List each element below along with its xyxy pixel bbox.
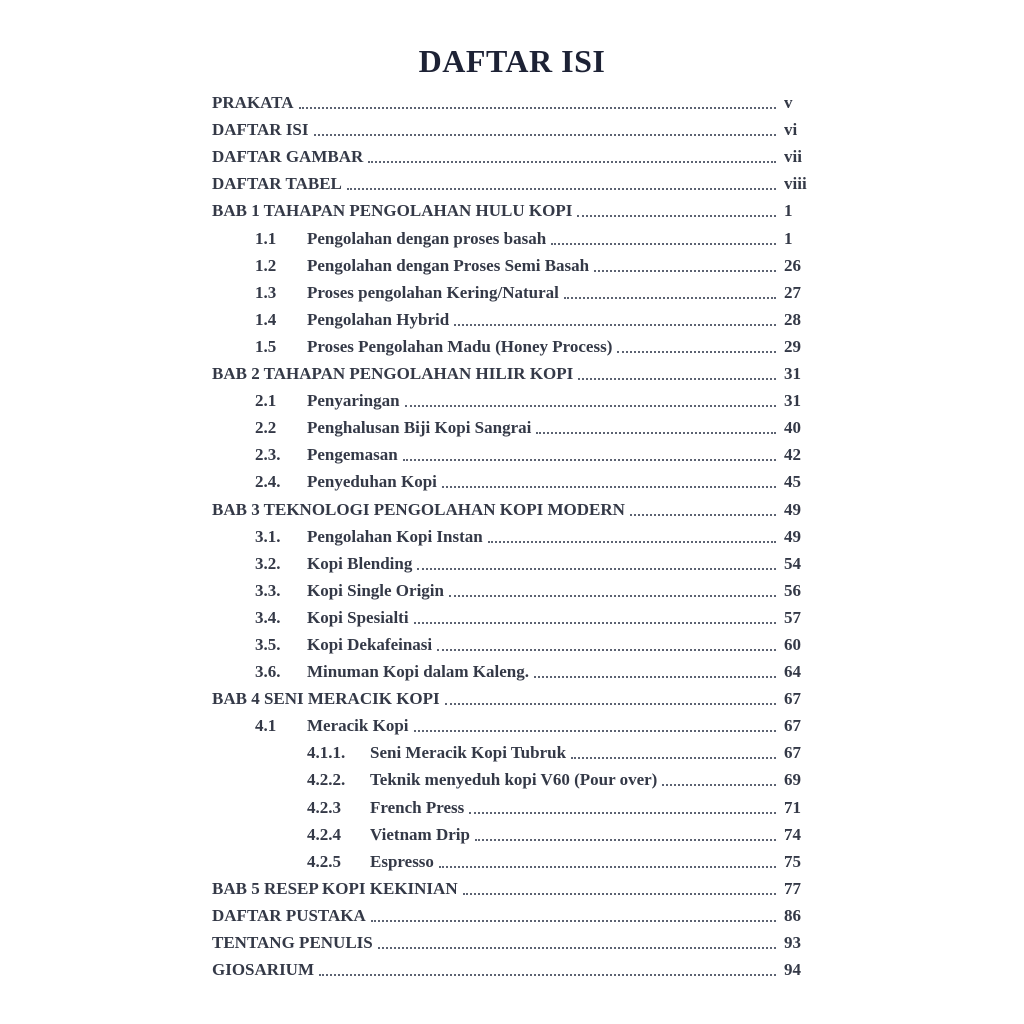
- toc-entry: [212, 601, 828, 628]
- toc-entry-label: Minuman Kopi dalam Kaleng.: [307, 662, 529, 682]
- toc-entry: [212, 303, 828, 330]
- toc-entry-page: 45: [784, 472, 801, 492]
- dot-leader: [571, 757, 776, 759]
- toc-entry-label: Penyaringan: [307, 391, 400, 411]
- toc-entry-page: 86: [784, 905, 801, 925]
- toc-entry: [212, 926, 828, 953]
- toc-entry-label: BAB 1 TAHAPAN PENGOLAHAN HULU KOPI: [212, 201, 573, 221]
- toc-entry: [212, 492, 828, 519]
- toc-entry: [212, 872, 828, 899]
- toc-entry: [212, 438, 828, 465]
- toc-entry-number: 1.5: [255, 336, 277, 356]
- dot-leader: [475, 839, 776, 841]
- toc-entry: [212, 655, 828, 682]
- toc-entry-number: 4.2.5: [307, 851, 341, 871]
- toc-entry-label: Espresso: [370, 851, 434, 871]
- toc-entry-label: DAFTAR ISI: [212, 120, 309, 140]
- toc-entry-page: 77: [784, 878, 801, 898]
- toc-entry-page: 31: [784, 364, 801, 384]
- page-title: DAFTAR ISI: [418, 43, 606, 80]
- dot-leader: [469, 812, 776, 814]
- toc-entry-page: 69: [784, 770, 801, 790]
- toc-entry-number: 3.1.: [255, 526, 281, 546]
- toc-entry-page: 42: [784, 445, 801, 465]
- dot-leader: [630, 514, 776, 516]
- toc-entry-number: 4.1: [255, 716, 277, 736]
- toc-list: [212, 86, 828, 980]
- toc-entry-label: Pengolahan Hybrid: [307, 309, 450, 329]
- toc-entry-number: 2.1: [255, 391, 277, 411]
- toc-entry: [212, 411, 828, 438]
- toc-entry-page: 31: [784, 391, 801, 411]
- toc-entry: [212, 818, 828, 845]
- toc-entry-label: Proses Pengolahan Madu (Honey Process): [307, 336, 613, 356]
- toc-entry-number: 1.1: [255, 228, 277, 248]
- toc-entry-label: Kopi Spesialti: [307, 607, 409, 627]
- toc-entry-page: 54: [784, 553, 801, 573]
- toc-entry-label: PRAKATA: [212, 93, 294, 113]
- toc-entry: [212, 167, 828, 194]
- dot-leader: [564, 297, 776, 299]
- dot-leader: [442, 486, 776, 488]
- toc-entry-label: GIOSARIUM: [212, 960, 315, 980]
- toc-entry: [212, 140, 828, 167]
- toc-entry: [212, 709, 828, 736]
- dot-leader: [536, 432, 776, 434]
- toc-entry-page: 1: [784, 201, 793, 221]
- toc-entry-page: 67: [784, 689, 801, 709]
- toc-entry-label: Seni Meracik Kopi Tubruk: [370, 743, 567, 763]
- toc-entry-number: 3.3.: [255, 580, 281, 600]
- toc-entry-label: BAB 2 TAHAPAN PENGOLAHAN HILIR KOPI: [212, 364, 574, 384]
- toc-entry-page: 67: [784, 716, 801, 736]
- toc-entry-page: 1: [784, 228, 793, 248]
- toc-entry: [212, 86, 828, 113]
- toc-entry-page: 49: [784, 526, 801, 546]
- toc-entry-page: 27: [784, 282, 801, 302]
- toc-entry: [212, 384, 828, 411]
- dot-leader: [617, 351, 776, 353]
- toc-entry-label: Kopi Single Origin: [307, 580, 444, 600]
- toc-entry-page: 71: [784, 797, 801, 817]
- toc-entry: [212, 899, 828, 926]
- dot-leader: [319, 974, 776, 976]
- toc-entry-label: French Press: [370, 797, 465, 817]
- toc-entry-number: 2.3.: [255, 445, 281, 465]
- dot-leader: [488, 541, 776, 543]
- toc-entry: [212, 628, 828, 655]
- dot-leader: [551, 243, 776, 245]
- dot-leader: [368, 161, 776, 163]
- toc-entry-label: TENTANG PENULIS: [212, 933, 373, 952]
- toc-entry: [212, 194, 828, 221]
- toc-entry-page: 57: [784, 607, 801, 627]
- dot-leader: [347, 188, 776, 190]
- dot-leader: [405, 405, 776, 407]
- toc-entry-label: Pengolahan dengan proses basah: [307, 228, 547, 248]
- toc-entry-label: Penyeduhan Kopi: [307, 472, 437, 492]
- toc-entry-page: vi: [784, 120, 798, 140]
- toc-entry-number: 2.2: [255, 418, 277, 438]
- dot-leader: [299, 107, 776, 109]
- toc-entry: [212, 953, 828, 980]
- toc-entry: [212, 845, 828, 872]
- dot-leader: [445, 703, 776, 705]
- toc-entry-page: 93: [784, 933, 801, 952]
- toc-entry-label: Kopi Dekafeinasi: [307, 634, 433, 654]
- dot-leader: [534, 676, 776, 678]
- toc-entry-page: 67: [784, 743, 801, 763]
- dot-leader: [403, 459, 776, 461]
- toc-entry: [212, 465, 828, 492]
- toc-entry-page: v: [784, 93, 793, 113]
- toc-entry-number: 1.4: [255, 309, 277, 329]
- toc-entry-number: 4.2.3: [307, 797, 341, 817]
- toc-entry: [212, 790, 828, 817]
- dot-leader: [439, 866, 776, 868]
- toc-entry-page: 26: [784, 255, 801, 275]
- toc-entry-label: BAB 4 SENI MERACIK KOPI: [212, 689, 440, 709]
- toc-entry-label: BAB 5 RESEP KOPI KEKINIAN: [212, 878, 458, 898]
- toc-entry-number: 2.4.: [255, 472, 281, 492]
- toc-entry-page: viii: [784, 174, 807, 194]
- dot-leader: [578, 378, 776, 380]
- toc-entry: [212, 682, 828, 709]
- dot-leader: [414, 730, 776, 732]
- toc-entry-page: 64: [784, 662, 801, 682]
- toc-entry-page: 60: [784, 634, 801, 654]
- toc-entry: [212, 763, 828, 790]
- toc-entry-page: 49: [784, 499, 801, 519]
- dot-leader: [314, 134, 776, 136]
- toc-entry: [212, 330, 828, 357]
- toc-entry: [212, 357, 828, 384]
- toc-entry: [212, 249, 828, 276]
- dot-leader: [378, 947, 776, 949]
- toc-entry-label: DAFTAR TABEL: [212, 174, 342, 194]
- toc-entry-label: Proses pengolahan Kering/Natural: [307, 282, 559, 302]
- dot-leader: [454, 324, 776, 326]
- toc-entry-number: 4.2.2.: [307, 770, 346, 790]
- toc-entry-number: 4.1.1.: [307, 743, 346, 763]
- toc-entry-page: 75: [784, 851, 801, 871]
- toc-entry-page: 94: [784, 960, 801, 980]
- toc-entry-number: 1.2: [255, 255, 277, 275]
- toc-entry-label: Meracik Kopi: [307, 716, 409, 736]
- toc-entry: [212, 520, 828, 547]
- toc-entry-page: 29: [784, 336, 801, 356]
- toc-entry-label: BAB 3 TEKNOLOGI PENGOLAHAN KOPI MODERN: [212, 499, 625, 519]
- toc-entry-page: 56: [784, 580, 801, 600]
- dot-leader: [463, 893, 776, 895]
- toc-entry-label: Vietnam Drip: [370, 824, 470, 844]
- dot-leader: [449, 595, 776, 597]
- dot-leader: [371, 920, 776, 922]
- toc-entry-label: DAFTAR GAMBAR: [212, 147, 364, 167]
- toc-entry-number: 3.2.: [255, 553, 281, 573]
- toc-entry-label: Pengolahan dengan Proses Semi Basah: [307, 255, 590, 275]
- dot-leader: [594, 270, 776, 272]
- toc-entry-number: 3.5.: [255, 634, 281, 654]
- toc-entry-number: 3.4.: [255, 607, 281, 627]
- toc-entry-label: DAFTAR PUSTAKA: [212, 905, 366, 925]
- toc-entry: [212, 736, 828, 763]
- toc-entry: [212, 547, 828, 574]
- toc-entry-page: 28: [784, 309, 801, 329]
- toc-entry-page: 40: [784, 418, 801, 438]
- toc-entry-number: 1.3: [255, 282, 277, 302]
- dot-leader: [414, 622, 776, 624]
- toc-entry-page: 74: [784, 824, 801, 844]
- toc-entry: [212, 276, 828, 303]
- toc-entry-number: 4.2.4: [307, 824, 341, 844]
- dot-leader: [662, 784, 776, 786]
- toc-entry-label: Teknik menyeduh kopi V60 (Pour over): [370, 770, 658, 790]
- toc-entry: [212, 574, 828, 601]
- toc-entry: [212, 113, 828, 140]
- toc-entry-label: Pengemasan: [307, 445, 398, 465]
- toc-entry-page: vii: [784, 147, 802, 167]
- toc-entry-label: Penghalusan Biji Kopi Sangrai: [307, 418, 532, 438]
- toc-entry: [212, 221, 828, 248]
- toc-entry-label: Kopi Blending: [307, 553, 413, 573]
- dot-leader: [437, 649, 776, 651]
- toc-entry-number: 3.6.: [255, 662, 281, 682]
- dot-leader: [577, 215, 776, 217]
- toc-entry-label: Pengolahan Kopi Instan: [307, 526, 483, 546]
- dot-leader: [417, 568, 776, 570]
